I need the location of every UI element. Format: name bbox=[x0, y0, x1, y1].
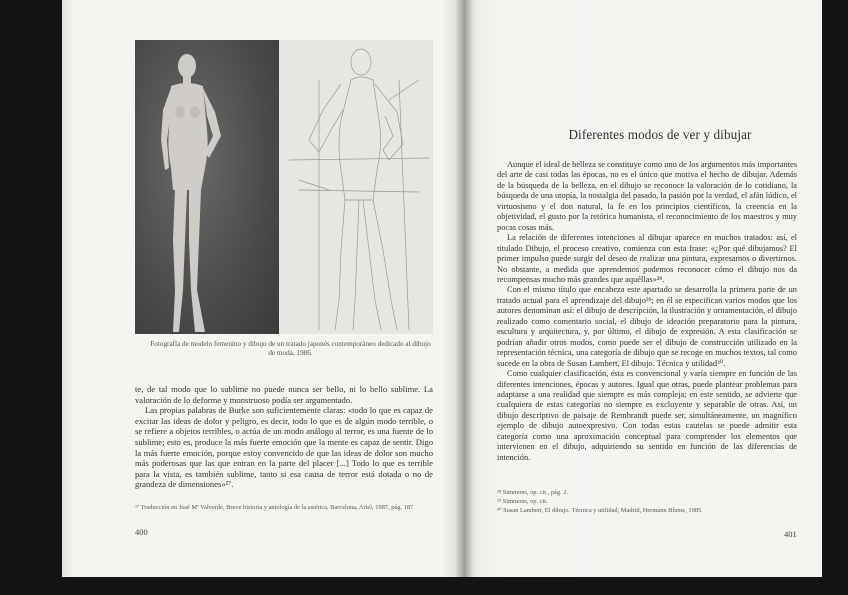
left-paragraph-1: te, de tal modo que lo sublime no puede nunca ser bello, ni lo bello sublime. La valoración de lo deforme y monstruoso podía ser argumentado. bbox=[135, 384, 433, 405]
figure-photo bbox=[135, 40, 279, 334]
right-page-body bbox=[497, 160, 797, 463]
right-footnotes bbox=[497, 489, 797, 516]
fashion-sketch-drawing bbox=[279, 40, 433, 334]
footnote-30: ³⁰ Susan Lambert, El dibujo. Técnica y utilidad, Madrid, Hermann Blume, 1985. bbox=[497, 507, 703, 514]
section-heading: Diferentes modos de ver y dibujar bbox=[568, 127, 752, 142]
figure-caption: Fotografía de modelo femenino y dibujo de un tratado japonés contemporáneo dedicado al dibujo de moda, 1986. bbox=[150, 340, 431, 357]
footnote-28: ²⁸ Simmons, op. cit., pág. 2. bbox=[497, 489, 569, 496]
right-paragraph-4: Como cualquier clasificación, ésta es convencional y varía siempre en función de las diferentes intenciones, épocas y autores. Igual que otras, puede plantear problemas para adaptarse a una realidad que siempre es más compleja; en este sentido, se advierte que cualquiera de estas categorías no siempre es excluyente y separable de otras. Así, un dibujo descriptivo de paisaje de Rembrandt puede ser, simultáneamente, un magnífico ejemplo de dibujo autoexpresivo. Con todas estas cautelas se puede admitir esta categoría como una aproximación conceptual para comprender los elementos que intervienen en el dibujo, adquiriendo su sentido en función de las diferencias de intención. bbox=[497, 369, 797, 462]
standing-figure-photo bbox=[135, 40, 279, 334]
left-page-body bbox=[135, 384, 433, 490]
left-footnote: ²⁷ Traducción en José Mª Valverde, Breve historia y antología de la estética, Barcelona, Ariel, 1987, pág. 187. bbox=[135, 504, 415, 511]
book-gutter bbox=[455, 0, 473, 577]
right-paragraph-1: Aunque el ideal de belleza se constituye como uno de los argumentos más importantes del arte de casi todas las épocas, no es el único que motiva el hecho de dibujar. Además de la búsqueda de la belleza, en el dibujo se reconoce la valoración de lo cotidiano, la búsqueda de una utopía, la nostalgia del pasado, la pasión por la verdad, el afán lúdico, el virtuosismo y el don natural, la fe en los principios científicos, la creencia en la objetividad, el gusto por la retórica humanista, el reconocimiento de los maestros y muy pocas cosas más. bbox=[497, 160, 797, 232]
page-number-right: 401 bbox=[784, 529, 797, 539]
footnote-29: ²⁹ Simmons, op. cit. bbox=[497, 498, 548, 505]
right-paragraph-2: La relación de diferentes intenciones al dibujar aparece en muchos tratados: así, el titulado Dibujo, el proceso creativo, comienza con esta frase: «¿Por qué dibujamos? El primer impulso puede surgir del deseo de realizar una pintura, expresamos o divertirnos. No obstante, a medida que aprendemos podemos reconocer cómo el dibujo nos da recompensas mucho más grandes que aquéllas»²⁸. bbox=[497, 233, 797, 284]
page-number-left: 400 bbox=[135, 527, 148, 537]
figure-drawing bbox=[279, 40, 433, 334]
figure bbox=[135, 40, 433, 334]
right-paragraph-3: Con el mismo título que encabeza este apartado se desarrolla la primera parte de un tratado actual para el aprendizaje del dibujo²⁹; en él se especifican varios modos que los autores denominan así: el dibujo de descripción, la ilustración y ornamentación, el dibujo realizado como comentario social, el dibujo de ideación preparatorio para la pintura, escultura y arquitectura, y, por último, el dibujo de expresión. A esta clasificación se podrían añadir otros modos, como puede ser el dibujo de construcción utilizado en la representación técnica, una categoría de dibujo que se recoge en muchos textos, tal como sucede en la obra de Susan Lambert, El dibujo. Técnica y utilidad³⁰. bbox=[497, 285, 797, 368]
left-paragraph-2: Las propias palabras de Burke son suficientemente claras: «todo lo que es capaz de excitar las ideas de dolor y peligro, es decir, todo lo que es de algún modo terrible, o se refiere a objetos terribles, o actúa de un modo análogo al terror, es una fuente de lo sublime; esto es, produce la más fuerte emoción que la mente es capaz de sentir. Digo la más fuerte emoción, porque estoy convencido de que las ideas de dolor son mucho más poderosas que las que entran en la parte del placer [...] Todo lo que es terrible para la vista, es también sublime, tanto si esa causa de terror está dotada o no de grandeza de dimensiones»²⁷. bbox=[135, 405, 433, 490]
